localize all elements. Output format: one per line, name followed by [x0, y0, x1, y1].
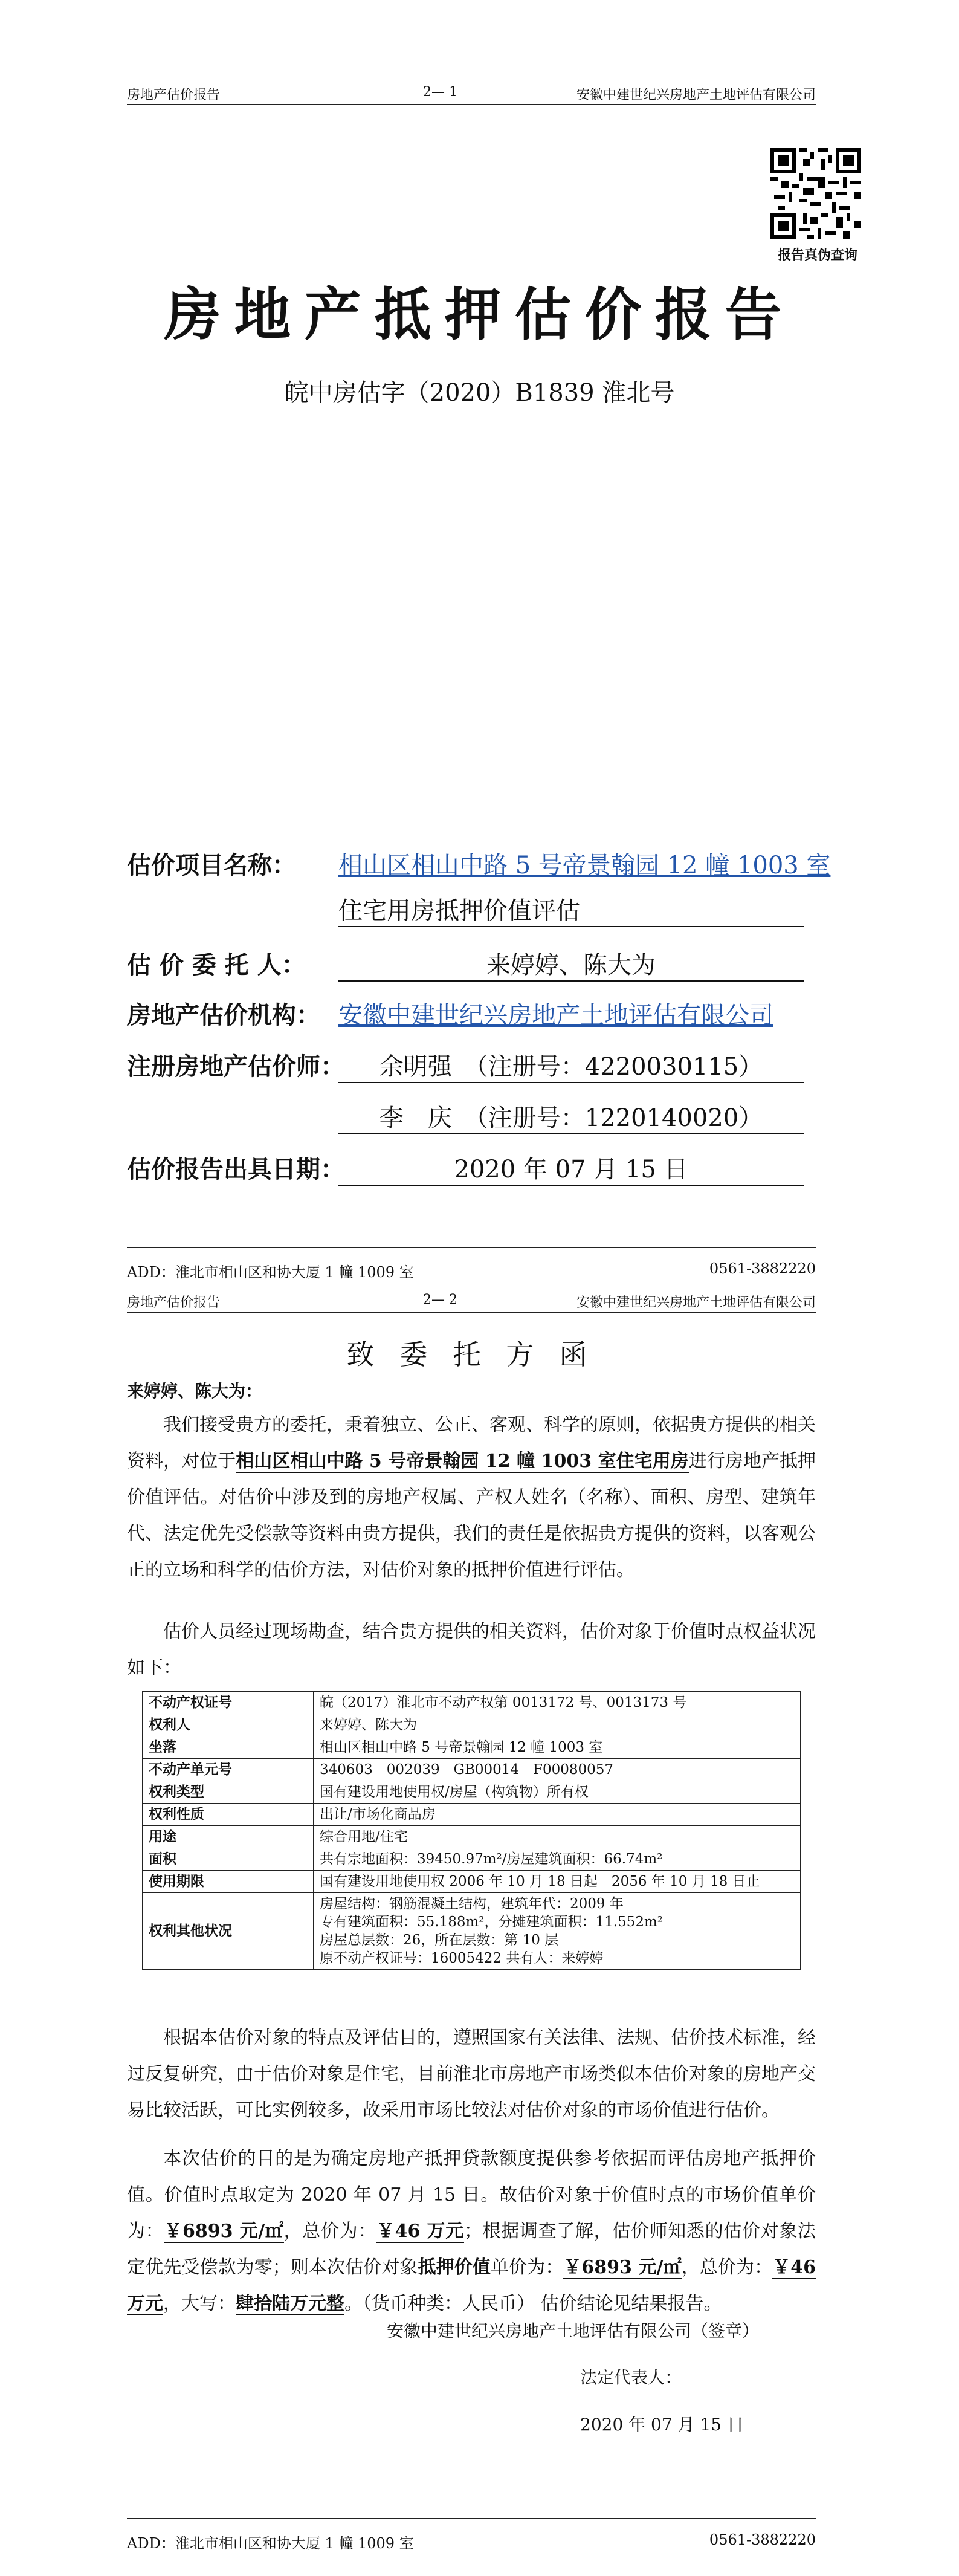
document-number: 皖中房估字（2020）B1839 淮北号: [284, 379, 675, 407]
appraiser-1-value: 余明强 （注册号：4220030115）: [338, 1047, 804, 1083]
table-value-cell: [314, 1871, 801, 1893]
table-key-cell: 面积: [143, 1848, 314, 1871]
issue-date-label: 估价报告出具日期：: [127, 1155, 344, 1183]
table-value-line: 房屋总层数：26，所在层数：第 10 层: [320, 1932, 559, 1948]
page-footer: [127, 1247, 816, 1284]
agency-value[interactable]: 安徽中建世纪兴房地产土地评估有限公司: [338, 1002, 773, 1029]
table-row: [143, 1692, 801, 1714]
qr-code-icon[interactable]: [770, 148, 861, 239]
amount-in-words: 肆拾陆万元整: [236, 2293, 344, 2314]
table-key-cell: 用途: [143, 1826, 314, 1848]
table-key-cell: 不动产权证号: [143, 1692, 314, 1714]
table-value-cell: [314, 1781, 801, 1804]
table-key-cell: 权利其他状况: [143, 1893, 314, 1970]
table-value-cell: [314, 1893, 801, 1970]
table-value-cell: [314, 1736, 801, 1759]
signature-representative: 法定代表人：: [580, 2367, 682, 2387]
table-key-cell: 坐落: [143, 1736, 314, 1759]
market-unit-price: ￥6893 元/㎡: [164, 2221, 284, 2242]
project-name-value[interactable]: 相山区相山中路 5 号帝景翰园 12 幢 1003 室: [338, 852, 831, 879]
table-key-cell: 权利人: [143, 1714, 314, 1736]
conclusion-paragraph: 本次估价的目的是为确定房地产抵押贷款额度提供参考依据而评估房地产抵押价值。价值时点取定为 2020 年 07 月 15 日。故估价对象于价值时点的市场价值单价为：￥6893 元/㎡，总价为：￥46 万元；根据调查了解，估价师知悉的估价对象法定优先受偿款为零；则本次估价对象抵押价值单价为：￥6893 元/㎡，总价为：￥46 万元，大写：肆拾陆万元整。（货币种类：人民币） 估价结论见结果报告。: [127, 2148, 816, 2314]
table-key-cell: 使用期限: [143, 1871, 314, 1893]
intro-paragraph: 我们接受贵方的委托，秉着独立、公正、客观、科学的原则，依据贵方提供的相关资料，对位于相山区相山中路 5 号帝景翰园 12 幢 1003 室住宅用房进行房地产抵押价值评估。对估价中涉及到的房地产权属、产权人姓名（名称）、面积、房型、建筑年代、法定优先受偿款等资料由贵方提供，我们的责任是依据贵方提供的资料，以客观公正的立场和科学的估价方法，对估价对象的抵押价值进行评估。: [127, 1414, 816, 1581]
table-value-cell: [314, 1826, 801, 1848]
header-company: 安徽中建世纪兴房地产土地评估有限公司: [576, 1295, 816, 1310]
table-value-line: 皖（2017）淮北市不动产权第 0013172 号、0013173 号: [320, 1695, 687, 1710]
table-key-cell: 不动产单元号: [143, 1759, 314, 1781]
header-company: 安徽中建世纪兴房地产土地评估有限公司: [576, 88, 816, 103]
qr-caption: 报告真伪查询: [777, 247, 857, 263]
agency-label: 房地产估价机构：: [127, 1001, 320, 1029]
header-left: 房地产估价报告: [127, 1295, 221, 1310]
page-footer: [127, 2518, 816, 2555]
signature-date: 2020 年 07 月 15 日: [580, 2415, 744, 2435]
table-value-line: 综合用地/住宅: [320, 1829, 408, 1845]
footer-phone: 0561-3882220: [709, 2531, 816, 2548]
table-value-cell: [314, 1714, 801, 1736]
table-row: [143, 1826, 801, 1848]
table-row: [143, 1736, 801, 1759]
header-page-number: 2— 2: [423, 1292, 457, 1307]
table-value-line: 共有宗地面积：39450.97m²/房屋建筑面积：66.74m²: [320, 1851, 663, 1867]
footer-phone: 0561-3882220: [709, 1260, 816, 1277]
table-key-cell: 权利性质: [143, 1804, 314, 1826]
page-header: [127, 1292, 816, 1313]
table-value-line: 340603 002039 GB00014 F00080057: [320, 1762, 614, 1778]
header-left: 房地产估价报告: [127, 88, 221, 103]
table-value-line: 房屋结构：钢筋混凝土结构，建筑年代：2009 年: [320, 1896, 624, 1912]
table-row: [143, 1893, 801, 1970]
signature-company: 安徽中建世纪兴房地产土地评估有限公司（签章）: [387, 2321, 760, 2341]
appraiser-2-value: 李 庆 （注册号：1220140020）: [338, 1099, 804, 1134]
inspection-paragraph: 估价人员经过现场勘查，结合贵方提供的相关资料，估价对象于价值时点权益状况如下：: [127, 1621, 816, 1678]
table-value-line: 国有建设用地使用权 2006 年 10 月 18 日起 2056 年 10 月 18 日止: [320, 1874, 760, 1889]
table-key-cell: 权利类型: [143, 1781, 314, 1804]
table-row: [143, 1781, 801, 1804]
mortgage-value-term: 抵押价值: [418, 2257, 491, 2278]
client-label: 估 价 委 托 人：: [127, 951, 306, 979]
table-value-cell: [314, 1804, 801, 1826]
table-row: [143, 1848, 801, 1871]
letter-to-client-page: [0, 1287, 959, 2576]
table-value-line: 专有建筑面积：55.188m²，分摊建筑面积：11.552m²: [320, 1914, 664, 1930]
mortgage-unit-price: ￥6893 元/㎡: [563, 2257, 682, 2278]
issue-date-value: 2020 年 07 月 15 日: [338, 1150, 804, 1186]
table-value-line: 原不动产权证号：16005422 共有人：来婷婷: [320, 1950, 604, 1966]
footer-address: ADD：淮北市相山区和协大厦 1 幢 1009 室: [127, 2535, 414, 2552]
method-paragraph: 根据本估价对象的特点及评估目的，遵照国家有关法律、法规、估价技术标准，经过反复研究，由于估价对象是住宅，目前淮北市房地产市场类似本估价对象的房地产交易比较活跃，可比实例较多，故采用市场比较法对估价对象的市场价值进行估价。: [127, 2027, 816, 2121]
table-row: [143, 1804, 801, 1826]
table-value-cell: [314, 1692, 801, 1714]
table-value-line: 来婷婷、陈大为: [320, 1717, 417, 1733]
table-value-cell: [314, 1848, 801, 1871]
table-row: [143, 1759, 801, 1781]
salutation: 来婷婷、陈大为：: [127, 1381, 263, 1401]
rights-table: [142, 1691, 801, 1970]
header-page-number: 2— 1: [423, 85, 457, 100]
table-row: [143, 1871, 801, 1893]
table-value-cell: [314, 1759, 801, 1781]
project-name-label: 估价项目名称：: [127, 851, 296, 879]
report-cover-page: [0, 0, 959, 1287]
table-value-line: 相山区相山中路 5 号帝景翰园 12 幢 1003 室: [320, 1739, 603, 1755]
appraiser-label: 注册房地产估价师：: [127, 1052, 344, 1081]
market-total-price: ￥46 万元: [376, 2221, 464, 2242]
table-value-line: 国有建设用地使用权/房屋（构筑物）所有权: [320, 1784, 589, 1800]
table-row: [143, 1714, 801, 1736]
table-value-line: 出让/市场化商品房: [320, 1807, 436, 1822]
report-title: 房地产抵押估价报告: [164, 282, 795, 348]
mortgage-total-price: ￥46 万元: [127, 2257, 816, 2314]
page-header: [127, 85, 816, 105]
project-name-value-line2: 住宅用房抵押价值评估: [338, 892, 804, 927]
footer-address: ADD：淮北市相山区和协大厦 1 幢 1009 室: [127, 1264, 414, 1281]
client-value: 来婷婷、陈大为: [338, 946, 804, 982]
letter-title: 致委托方函: [346, 1338, 613, 1371]
property-address-emphasis: 相山区相山中路 5 号帝景翰园 12 幢 1003 室住宅用房: [236, 1451, 689, 1472]
